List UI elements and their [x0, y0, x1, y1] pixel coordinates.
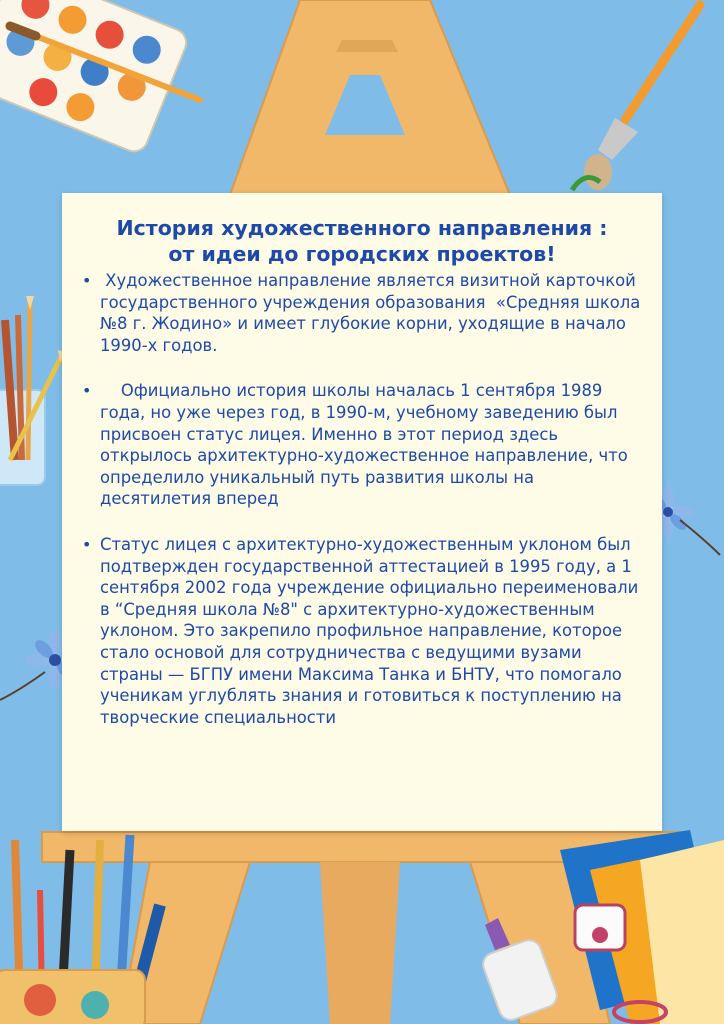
brush-cup-icon — [0, 835, 160, 1024]
brush-jar-icon — [0, 296, 66, 485]
paragraph-1: Художественное направление является визитной карточкой государственного учреждения образования «Средняя школа №8 г. Жодино» и имеет глубокие корни, уходящие в начало 1990-х годов. — [100, 271, 646, 355]
watercolor-palette-icon — [0, 0, 190, 156]
title-line-2: от идеи до городских проектов! — [168, 242, 556, 266]
paragraph-3: Статус лицея с архитектурно-художественным уклоном был подтвержден государственной аттестацией в 1995 году, а 1 сентября 2002 года учреждение официально переименовали в “Средняя школа №8" с архитектурно-художественным уклоном. Это закрепило профильное направление, которое стало основой для сотрудничества с ведущими вузами страны — БГПУ имени Максима Танка и БНТУ, что помогало ученикам углублять знания и готовиться к поступлению на творческие специальности — [100, 534, 639, 727]
list-item — [80, 380, 644, 510]
page-title — [80, 215, 644, 267]
paintbrush-icon — [572, 5, 700, 190]
list-item — [80, 270, 644, 356]
bullet: • — [82, 271, 92, 290]
bullet: • — [82, 534, 92, 554]
paragraph-2: Официально история школы началась 1 сентября 1989 года, но уже через год, в 1990-м, учебному заведению был присвоен статус лицея. Именно в этот период здесь открылось архитектурно-художественное направление, что определило уникальный путь развития школы на десятилетия вперед — [100, 381, 634, 509]
history-list — [80, 270, 644, 728]
content-card — [62, 193, 662, 831]
title-line-1: История художественного направления : — [116, 216, 608, 240]
list-item — [80, 534, 644, 728]
bullet: • — [82, 381, 92, 401]
